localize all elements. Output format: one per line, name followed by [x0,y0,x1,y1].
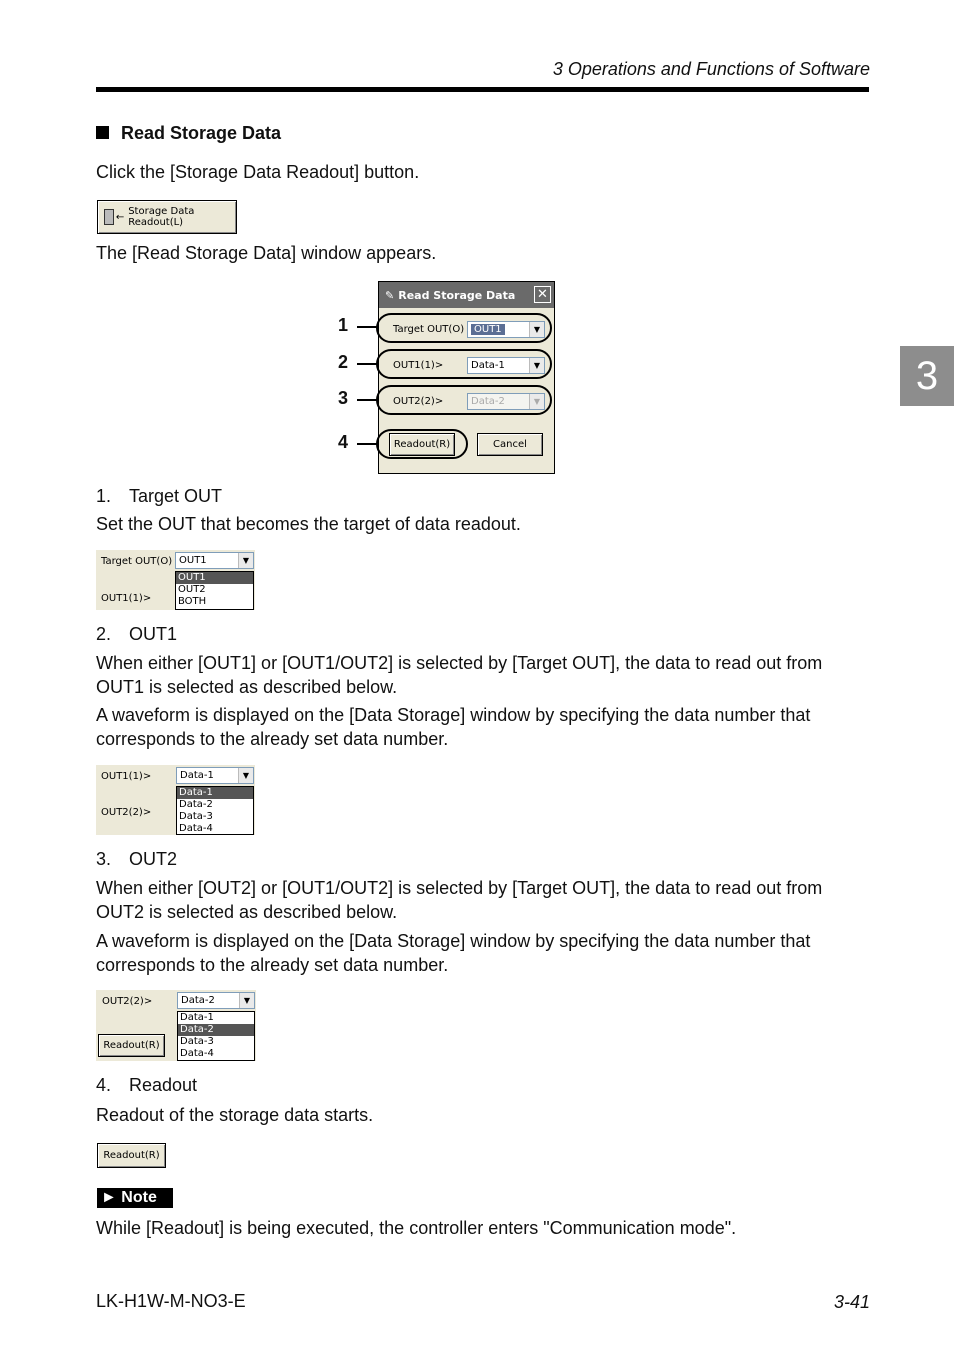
chevron-down-icon: ▼ [239,993,254,1008]
callout-overlay [330,305,560,465]
item4-readout-button[interactable]: Readout(R) [97,1143,166,1168]
callout-number-2: 2 [338,352,349,372]
fig3-combo[interactable]: Data-2 ▼ [177,992,255,1009]
dialog-titlebar: ✎ Read Storage Data ✕ [379,282,554,308]
pencil-icon: ✎ [385,288,395,302]
readout-button[interactable]: Readout(R) [389,433,455,456]
callout-oval-4 [377,430,467,458]
callout-oval-3 [377,386,551,414]
close-icon[interactable]: ✕ [534,286,551,303]
doc-id: LK-H1W-M-NO3-E [96,1291,246,1311]
chevron-down-icon: ▼ [529,322,544,337]
chevron-down-icon: ▼ [238,768,253,783]
chevron-down-icon: ▼ [238,553,253,568]
list-item[interactable]: Data-2 [179,799,213,810]
out1-combo[interactable]: Data-1 ▼ [467,357,545,374]
callout-oval-1 [377,314,551,342]
item-2-text-2: A waveform is displayed on the [Data Storage] window by specifying the data number that corresponds to the already set data number. [96,705,811,749]
fig3-readout-button[interactable]: Readout(R) [98,1034,165,1057]
intro-text: Click the [Storage Data Readout] button. [96,162,420,182]
fig1-label-bottom: OUT1(1)> [101,593,152,604]
item-1-heading: 1. Target OUT [96,486,223,506]
storage-data-readout-button[interactable] [97,200,237,234]
callout-oval-2 [377,350,551,378]
square-bullet-icon [96,126,109,139]
list-item[interactable]: Data-2 [178,1024,254,1036]
callout-number-3: 3 [338,388,349,408]
list-item[interactable]: Data-4 [179,823,213,834]
window-appears-text: The [Read Storage Data] window appears. [96,243,437,263]
fig2-label-top: OUT1(1)> [101,771,152,782]
item-2-heading: 2. OUT1 [96,624,178,644]
list-item[interactable]: OUT1 [176,572,253,584]
list-item[interactable]: Data-1 [177,787,253,799]
chevron-down-icon: ▼ [529,394,544,409]
out2-combo[interactable]: Data-2 ▼ [467,393,545,410]
fig3-label-top: OUT2(2)> [102,996,153,1007]
chapter-tab: 3 [900,346,954,406]
target-out-combo[interactable]: OUT1 ▼ [467,321,545,338]
fig2-dropdown-list [176,786,254,835]
callout-number-1: 1 [338,315,349,335]
chapter-header: 3 Operations and Functions of Software [552,59,870,79]
fig3-dropdown-list [177,1011,255,1061]
out1-label: OUT1(1)> [393,360,444,371]
arrow-icon: ← [115,211,125,223]
list-item[interactable]: Data-4 [180,1048,214,1059]
fig1-dropdown-list [175,571,254,610]
fig2-combo[interactable]: Data-1 ▼ [176,767,254,784]
fig1-combo[interactable]: OUT1 ▼ [175,552,254,569]
list-item[interactable]: OUT2 [178,584,206,595]
cancel-button[interactable]: Cancel [477,433,543,456]
note-tag: ► Note [97,1188,173,1208]
item-1-text: Set the OUT that becomes the target of data readout. [96,514,521,534]
note-text: While [Readout] is being executed, the controller enters "Communication mode". [96,1218,737,1238]
fig1-label-top: Target OUT(O) [101,556,173,567]
chevron-down-icon: ▼ [529,358,544,373]
item-3-text-2: A waveform is displayed on the [Data Storage] window by specifying the data number that corresponds to the already set data number. [96,931,811,975]
storage-data-icon [104,209,114,225]
item-4-text: Readout of the storage data starts. [96,1105,374,1125]
item-3-text-1: When either [OUT2] or [OUT1/OUT2] is selected by [Target OUT], the data to read out from OUT2 is selected as described below. [96,878,823,922]
header-rule [96,87,869,92]
callout-number-4: 4 [338,432,349,452]
list-item[interactable]: BOTH [178,596,207,607]
item-4-heading: 4. Readout [96,1075,198,1095]
storage-data-readout-label: Storage Data Readout(L) [128,206,195,228]
page-number: 3-41 [833,1292,870,1312]
list-item[interactable]: Data-3 [180,1036,214,1047]
section-title: Read Storage Data [96,123,281,144]
item-3-heading: 3. OUT2 [96,849,178,869]
out2-label: OUT2(2)> [393,396,444,407]
list-item[interactable]: Data-3 [179,811,213,822]
fig2-label-bottom: OUT2(2)> [101,807,152,818]
list-item[interactable]: Data-1 [180,1012,214,1023]
target-out-label: Target OUT(O) [393,324,465,335]
item-2-text-1: When either [OUT1] or [OUT1/OUT2] is selected by [Target OUT], the data to read out from OUT1 is selected as described below. [96,653,823,697]
